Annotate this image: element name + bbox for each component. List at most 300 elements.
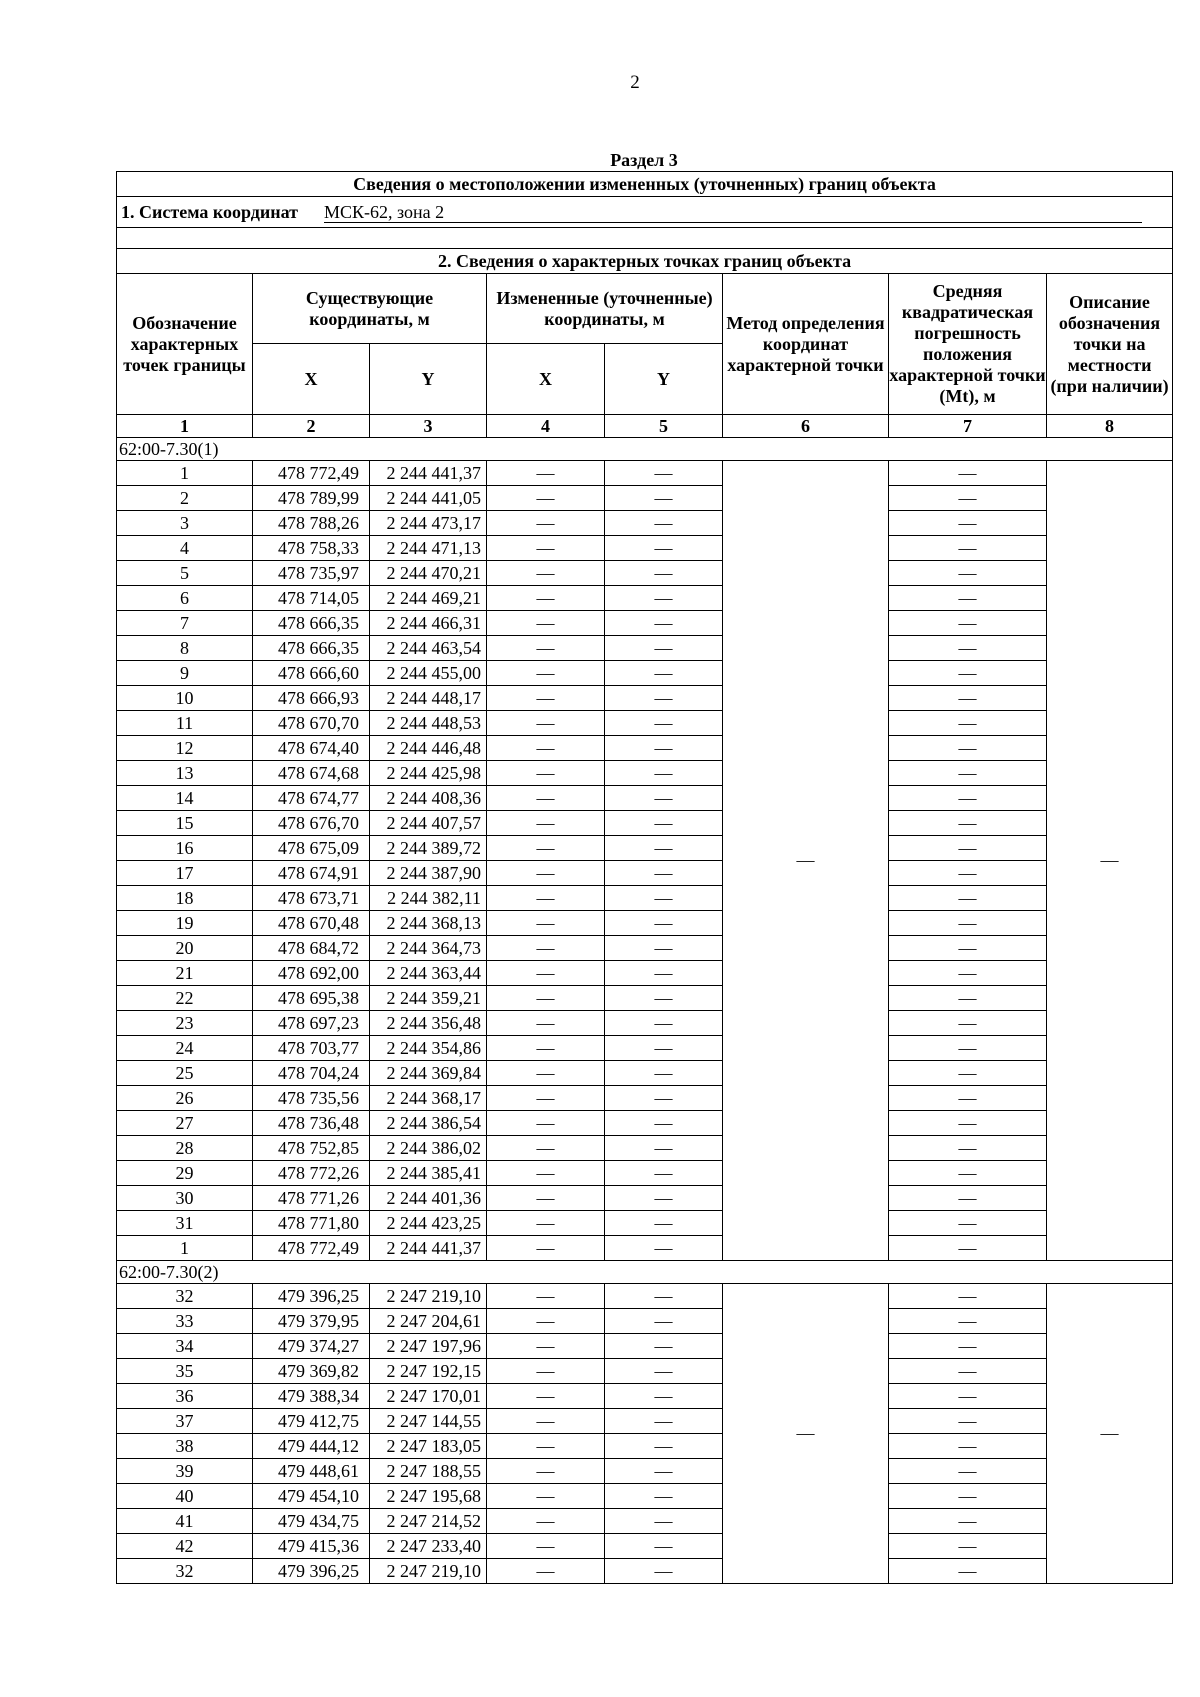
existing-y: 2 247 192,15	[370, 1359, 487, 1384]
point-number: 39	[117, 1459, 253, 1484]
point-number: 24	[117, 1036, 253, 1061]
changed-y: —	[605, 1334, 723, 1359]
existing-x: 478 772,49	[253, 461, 370, 486]
changed-y: —	[605, 511, 723, 536]
description-cell: —	[1047, 1284, 1173, 1584]
existing-x: 478 666,35	[253, 611, 370, 636]
existing-x: 478 771,26	[253, 1186, 370, 1211]
existing-y: 2 244 368,13	[370, 911, 487, 936]
existing-y: 2 244 386,02	[370, 1136, 487, 1161]
existing-x: 478 676,70	[253, 811, 370, 836]
mean-square-error: —	[889, 1161, 1047, 1186]
changed-y: —	[605, 536, 723, 561]
changed-x: —	[487, 1434, 605, 1459]
table-row	[117, 536, 1173, 561]
header-description: Описание обозначения точки на местности (при наличии)	[1047, 274, 1173, 415]
point-number: 23	[117, 1011, 253, 1036]
changed-y: —	[605, 1359, 723, 1384]
existing-y: 2 244 369,84	[370, 1061, 487, 1086]
changed-x: —	[487, 836, 605, 861]
table-row	[117, 786, 1173, 811]
existing-y: 2 247 219,10	[370, 1559, 487, 1584]
mean-square-error: —	[889, 1409, 1047, 1434]
point-number: 5	[117, 561, 253, 586]
changed-y: —	[605, 811, 723, 836]
changed-x: —	[487, 1509, 605, 1534]
changed-x: —	[487, 886, 605, 911]
column-number: 3	[370, 415, 487, 438]
table-row	[117, 661, 1173, 686]
existing-x: 479 374,27	[253, 1334, 370, 1359]
existing-x: 478 771,80	[253, 1211, 370, 1236]
existing-x: 478 666,93	[253, 686, 370, 711]
existing-y: 2 247 233,40	[370, 1534, 487, 1559]
table-row	[117, 986, 1173, 1011]
existing-y: 2 247 144,55	[370, 1409, 487, 1434]
table-row	[117, 486, 1173, 511]
changed-x: —	[487, 561, 605, 586]
changed-y: —	[605, 461, 723, 486]
table-row	[117, 1534, 1173, 1559]
method-cell: —	[723, 461, 889, 1261]
mean-square-error: —	[889, 1111, 1047, 1136]
table-row	[117, 936, 1173, 961]
table-row	[117, 1086, 1173, 1111]
table-row	[117, 1061, 1173, 1086]
existing-x: 479 379,95	[253, 1309, 370, 1334]
changed-y: —	[605, 1309, 723, 1334]
changed-x: —	[487, 1409, 605, 1434]
mean-square-error: —	[889, 561, 1047, 586]
mean-square-error: —	[889, 886, 1047, 911]
existing-y: 2 244 473,17	[370, 511, 487, 536]
existing-x: 478 666,35	[253, 636, 370, 661]
point-number: 21	[117, 961, 253, 986]
changed-y: —	[605, 836, 723, 861]
boundary-points-table	[116, 171, 1173, 1584]
mean-square-error: —	[889, 936, 1047, 961]
changed-y: —	[605, 486, 723, 511]
table-row	[117, 711, 1173, 736]
existing-x: 478 692,00	[253, 961, 370, 986]
changed-x: —	[487, 1186, 605, 1211]
existing-y: 2 244 401,36	[370, 1186, 487, 1211]
changed-x: —	[487, 1211, 605, 1236]
existing-x: 479 412,75	[253, 1409, 370, 1434]
table-row	[117, 1284, 1173, 1309]
existing-y: 2 244 386,54	[370, 1111, 487, 1136]
table-row	[117, 1434, 1173, 1459]
changed-x: —	[487, 1559, 605, 1584]
existing-x: 478 772,49	[253, 1236, 370, 1261]
point-number: 34	[117, 1334, 253, 1359]
table-row	[117, 911, 1173, 936]
existing-y: 2 244 469,21	[370, 586, 487, 611]
existing-x: 478 674,91	[253, 861, 370, 886]
changed-y: —	[605, 761, 723, 786]
changed-x: —	[487, 1359, 605, 1384]
existing-y: 2 247 183,05	[370, 1434, 487, 1459]
header-existing-coordinates: Существующие координаты, м	[253, 274, 487, 344]
table-row	[117, 1036, 1173, 1061]
point-number: 8	[117, 636, 253, 661]
coordinate-system-value: МСК-62, зона 2	[324, 202, 1142, 223]
mean-square-error: —	[889, 1534, 1047, 1559]
mean-square-error: —	[889, 836, 1047, 861]
changed-y: —	[605, 1011, 723, 1036]
point-number: 6	[117, 586, 253, 611]
mean-square-error: —	[889, 461, 1047, 486]
table-row	[117, 886, 1173, 911]
table-row	[117, 1459, 1173, 1484]
point-number: 32	[117, 1559, 253, 1584]
changed-y: —	[605, 1534, 723, 1559]
table-row	[117, 686, 1173, 711]
point-number: 37	[117, 1409, 253, 1434]
changed-x: —	[487, 636, 605, 661]
existing-x: 478 789,99	[253, 486, 370, 511]
mean-square-error: —	[889, 1036, 1047, 1061]
changed-x: —	[487, 1011, 605, 1036]
changed-y: —	[605, 1136, 723, 1161]
point-number: 16	[117, 836, 253, 861]
point-number: 31	[117, 1211, 253, 1236]
changed-y: —	[605, 1061, 723, 1086]
table-row	[117, 861, 1173, 886]
existing-x: 478 703,77	[253, 1036, 370, 1061]
table-row	[117, 511, 1173, 536]
changed-x: —	[487, 511, 605, 536]
object-group-name: 62:00-7.30(2)	[117, 1261, 1173, 1284]
changed-y: —	[605, 1434, 723, 1459]
changed-x: —	[487, 536, 605, 561]
table-row	[117, 1384, 1173, 1409]
point-number: 4	[117, 536, 253, 561]
changed-x: —	[487, 1459, 605, 1484]
existing-x: 479 448,61	[253, 1459, 370, 1484]
method-cell: —	[723, 1284, 889, 1584]
existing-x: 479 454,10	[253, 1484, 370, 1509]
existing-y: 2 244 441,05	[370, 486, 487, 511]
point-number: 13	[117, 761, 253, 786]
changed-y: —	[605, 986, 723, 1011]
table-row	[117, 811, 1173, 836]
mean-square-error: —	[889, 1459, 1047, 1484]
column-number: 1	[117, 415, 253, 438]
column-number: 2	[253, 415, 370, 438]
changed-y: —	[605, 1111, 723, 1136]
changed-x: —	[487, 461, 605, 486]
mean-square-error: —	[889, 511, 1047, 536]
existing-y: 2 244 364,73	[370, 936, 487, 961]
point-number: 19	[117, 911, 253, 936]
point-number: 12	[117, 736, 253, 761]
changed-y: —	[605, 611, 723, 636]
point-number: 40	[117, 1484, 253, 1509]
mean-square-error: —	[889, 1509, 1047, 1534]
table-row	[117, 1011, 1173, 1036]
existing-x: 478 752,85	[253, 1136, 370, 1161]
table-row	[117, 1161, 1173, 1186]
mean-square-error: —	[889, 636, 1047, 661]
mean-square-error: —	[889, 486, 1047, 511]
point-number: 17	[117, 861, 253, 886]
existing-x: 478 666,60	[253, 661, 370, 686]
changed-y: —	[605, 561, 723, 586]
point-number: 7	[117, 611, 253, 636]
existing-y: 2 247 188,55	[370, 1459, 487, 1484]
point-number: 11	[117, 711, 253, 736]
page-number: 2	[630, 72, 640, 93]
table-row	[117, 586, 1173, 611]
table-row	[117, 1211, 1173, 1236]
changed-y: —	[605, 1384, 723, 1409]
changed-y: —	[605, 886, 723, 911]
mean-square-error: —	[889, 1061, 1047, 1086]
changed-x: —	[487, 1236, 605, 1261]
point-number: 41	[117, 1509, 253, 1534]
changed-y: —	[605, 1161, 723, 1186]
changed-x: —	[487, 911, 605, 936]
column-number: 6	[723, 415, 889, 438]
point-number: 32	[117, 1284, 253, 1309]
changed-x: —	[487, 761, 605, 786]
point-number: 42	[117, 1534, 253, 1559]
changed-x: —	[487, 1111, 605, 1136]
point-number: 25	[117, 1061, 253, 1086]
coordinate-system-label: 1. Система координат	[121, 201, 298, 222]
point-number: 1	[117, 461, 253, 486]
mean-square-error: —	[889, 1384, 1047, 1409]
mean-square-error: —	[889, 661, 1047, 686]
changed-x: —	[487, 786, 605, 811]
point-number: 10	[117, 686, 253, 711]
existing-x: 478 695,38	[253, 986, 370, 1011]
table-row	[117, 1409, 1173, 1434]
points-section-title: 2. Сведения о характерных точках границ объекта	[117, 249, 1173, 274]
object-group-row	[117, 438, 1173, 461]
changed-y: —	[605, 686, 723, 711]
existing-y: 2 244 441,37	[370, 461, 487, 486]
table-row	[117, 961, 1173, 986]
existing-y: 2 244 463,54	[370, 636, 487, 661]
existing-x: 479 369,82	[253, 1359, 370, 1384]
changed-y: —	[605, 1211, 723, 1236]
point-number: 14	[117, 786, 253, 811]
table-row	[117, 736, 1173, 761]
existing-y: 2 244 356,48	[370, 1011, 487, 1036]
existing-x: 478 673,71	[253, 886, 370, 911]
header-changed-x: X	[487, 344, 605, 415]
mean-square-error: —	[889, 611, 1047, 636]
table-row	[117, 461, 1173, 486]
mean-square-error: —	[889, 586, 1047, 611]
changed-y: —	[605, 1459, 723, 1484]
object-group-name: 62:00-7.30(1)	[117, 438, 1173, 461]
table-row	[117, 1186, 1173, 1211]
changed-x: —	[487, 686, 605, 711]
changed-x: —	[487, 1384, 605, 1409]
existing-x: 478 670,48	[253, 911, 370, 936]
column-number: 4	[487, 415, 605, 438]
spacer-row	[117, 228, 1173, 249]
mean-square-error: —	[889, 711, 1047, 736]
changed-x: —	[487, 961, 605, 986]
changed-x: —	[487, 486, 605, 511]
header-existing-x: X	[253, 344, 370, 415]
changed-x: —	[487, 1086, 605, 1111]
existing-x: 478 674,40	[253, 736, 370, 761]
existing-y: 2 244 470,21	[370, 561, 487, 586]
changed-x: —	[487, 861, 605, 886]
changed-y: —	[605, 1509, 723, 1534]
table-row	[117, 611, 1173, 636]
table-row	[117, 1334, 1173, 1359]
table-row	[117, 1509, 1173, 1534]
mean-square-error: —	[889, 1136, 1047, 1161]
mean-square-error: —	[889, 961, 1047, 986]
existing-x: 478 704,24	[253, 1061, 370, 1086]
changed-y: —	[605, 786, 723, 811]
point-number: 3	[117, 511, 253, 536]
changed-y: —	[605, 711, 723, 736]
changed-y: —	[605, 661, 723, 686]
existing-y: 2 247 204,61	[370, 1309, 487, 1334]
existing-y: 2 244 408,36	[370, 786, 487, 811]
existing-x: 479 444,12	[253, 1434, 370, 1459]
existing-y: 2 244 448,17	[370, 686, 487, 711]
mean-square-error: —	[889, 861, 1047, 886]
mean-square-error: —	[889, 1334, 1047, 1359]
changed-x: —	[487, 736, 605, 761]
changed-y: —	[605, 586, 723, 611]
existing-y: 2 244 354,86	[370, 1036, 487, 1061]
changed-y: —	[605, 1186, 723, 1211]
mean-square-error: —	[889, 1086, 1047, 1111]
description-cell: —	[1047, 461, 1173, 1261]
section-title: Раздел 3	[610, 150, 678, 170]
mean-square-error: —	[889, 536, 1047, 561]
changed-y: —	[605, 936, 723, 961]
existing-y: 2 244 455,00	[370, 661, 487, 686]
existing-y: 2 244 423,25	[370, 1211, 487, 1236]
existing-y: 2 244 441,37	[370, 1236, 487, 1261]
existing-y: 2 244 389,72	[370, 836, 487, 861]
mean-square-error: —	[889, 786, 1047, 811]
mean-square-error: —	[889, 811, 1047, 836]
table-row	[117, 1111, 1173, 1136]
table-row	[117, 636, 1173, 661]
header-changed-y: Y	[605, 344, 723, 415]
point-number: 22	[117, 986, 253, 1011]
existing-y: 2 244 448,53	[370, 711, 487, 736]
changed-y: —	[605, 1036, 723, 1061]
changed-x: —	[487, 811, 605, 836]
changed-y: —	[605, 1484, 723, 1509]
table-row	[117, 761, 1173, 786]
changed-y: —	[605, 1409, 723, 1434]
changed-x: —	[487, 1484, 605, 1509]
existing-y: 2 244 385,41	[370, 1161, 487, 1186]
mean-square-error: —	[889, 1236, 1047, 1261]
mean-square-error: —	[889, 1309, 1047, 1334]
changed-x: —	[487, 936, 605, 961]
existing-x: 478 758,33	[253, 536, 370, 561]
existing-y: 2 244 387,90	[370, 861, 487, 886]
table-title: Сведения о местоположении измененных (уточненных) границ объекта	[117, 172, 1173, 197]
changed-x: —	[487, 986, 605, 1011]
header-existing-y: Y	[370, 344, 487, 415]
existing-x: 479 388,34	[253, 1384, 370, 1409]
point-number: 20	[117, 936, 253, 961]
mean-square-error: —	[889, 1559, 1047, 1584]
existing-y: 2 244 466,31	[370, 611, 487, 636]
changed-x: —	[487, 586, 605, 611]
existing-y: 2 247 197,96	[370, 1334, 487, 1359]
table-row	[117, 1359, 1173, 1384]
table-row	[117, 1136, 1173, 1161]
point-number: 36	[117, 1384, 253, 1409]
point-number: 27	[117, 1111, 253, 1136]
changed-y: —	[605, 861, 723, 886]
existing-x: 478 714,05	[253, 586, 370, 611]
existing-x: 478 736,48	[253, 1111, 370, 1136]
existing-x: 478 772,26	[253, 1161, 370, 1186]
table-row	[117, 561, 1173, 586]
point-number: 28	[117, 1136, 253, 1161]
column-number: 5	[605, 415, 723, 438]
existing-x: 478 674,77	[253, 786, 370, 811]
changed-y: —	[605, 636, 723, 661]
changed-x: —	[487, 1161, 605, 1186]
existing-x: 479 396,25	[253, 1284, 370, 1309]
existing-x: 478 675,09	[253, 836, 370, 861]
changed-y: —	[605, 1086, 723, 1111]
changed-y: —	[605, 736, 723, 761]
changed-x: —	[487, 1309, 605, 1334]
table-row	[117, 1484, 1173, 1509]
changed-y: —	[605, 961, 723, 986]
mean-square-error: —	[889, 911, 1047, 936]
changed-x: —	[487, 1284, 605, 1309]
point-number: 29	[117, 1161, 253, 1186]
changed-x: —	[487, 1534, 605, 1559]
point-number: 9	[117, 661, 253, 686]
point-number: 15	[117, 811, 253, 836]
existing-y: 2 244 407,57	[370, 811, 487, 836]
mean-square-error: —	[889, 986, 1047, 1011]
table-row	[117, 1309, 1173, 1334]
mean-square-error: —	[889, 1011, 1047, 1036]
column-number: 8	[1047, 415, 1173, 438]
header-mean-square-error: Средняя квадратическая погрешность положения характерной точки (Mt), м	[889, 274, 1047, 415]
changed-y: —	[605, 1559, 723, 1584]
existing-x: 479 396,25	[253, 1559, 370, 1584]
existing-x: 478 670,70	[253, 711, 370, 736]
table-row	[117, 836, 1173, 861]
existing-y: 2 244 471,13	[370, 536, 487, 561]
point-number: 18	[117, 886, 253, 911]
existing-y: 2 244 446,48	[370, 736, 487, 761]
point-number: 33	[117, 1309, 253, 1334]
mean-square-error: —	[889, 1284, 1047, 1309]
existing-x: 479 415,36	[253, 1534, 370, 1559]
column-number: 7	[889, 415, 1047, 438]
changed-x: —	[487, 661, 605, 686]
header-designation: Обозначение характерных точек границы	[117, 274, 253, 415]
existing-x: 478 697,23	[253, 1011, 370, 1036]
point-number: 35	[117, 1359, 253, 1384]
